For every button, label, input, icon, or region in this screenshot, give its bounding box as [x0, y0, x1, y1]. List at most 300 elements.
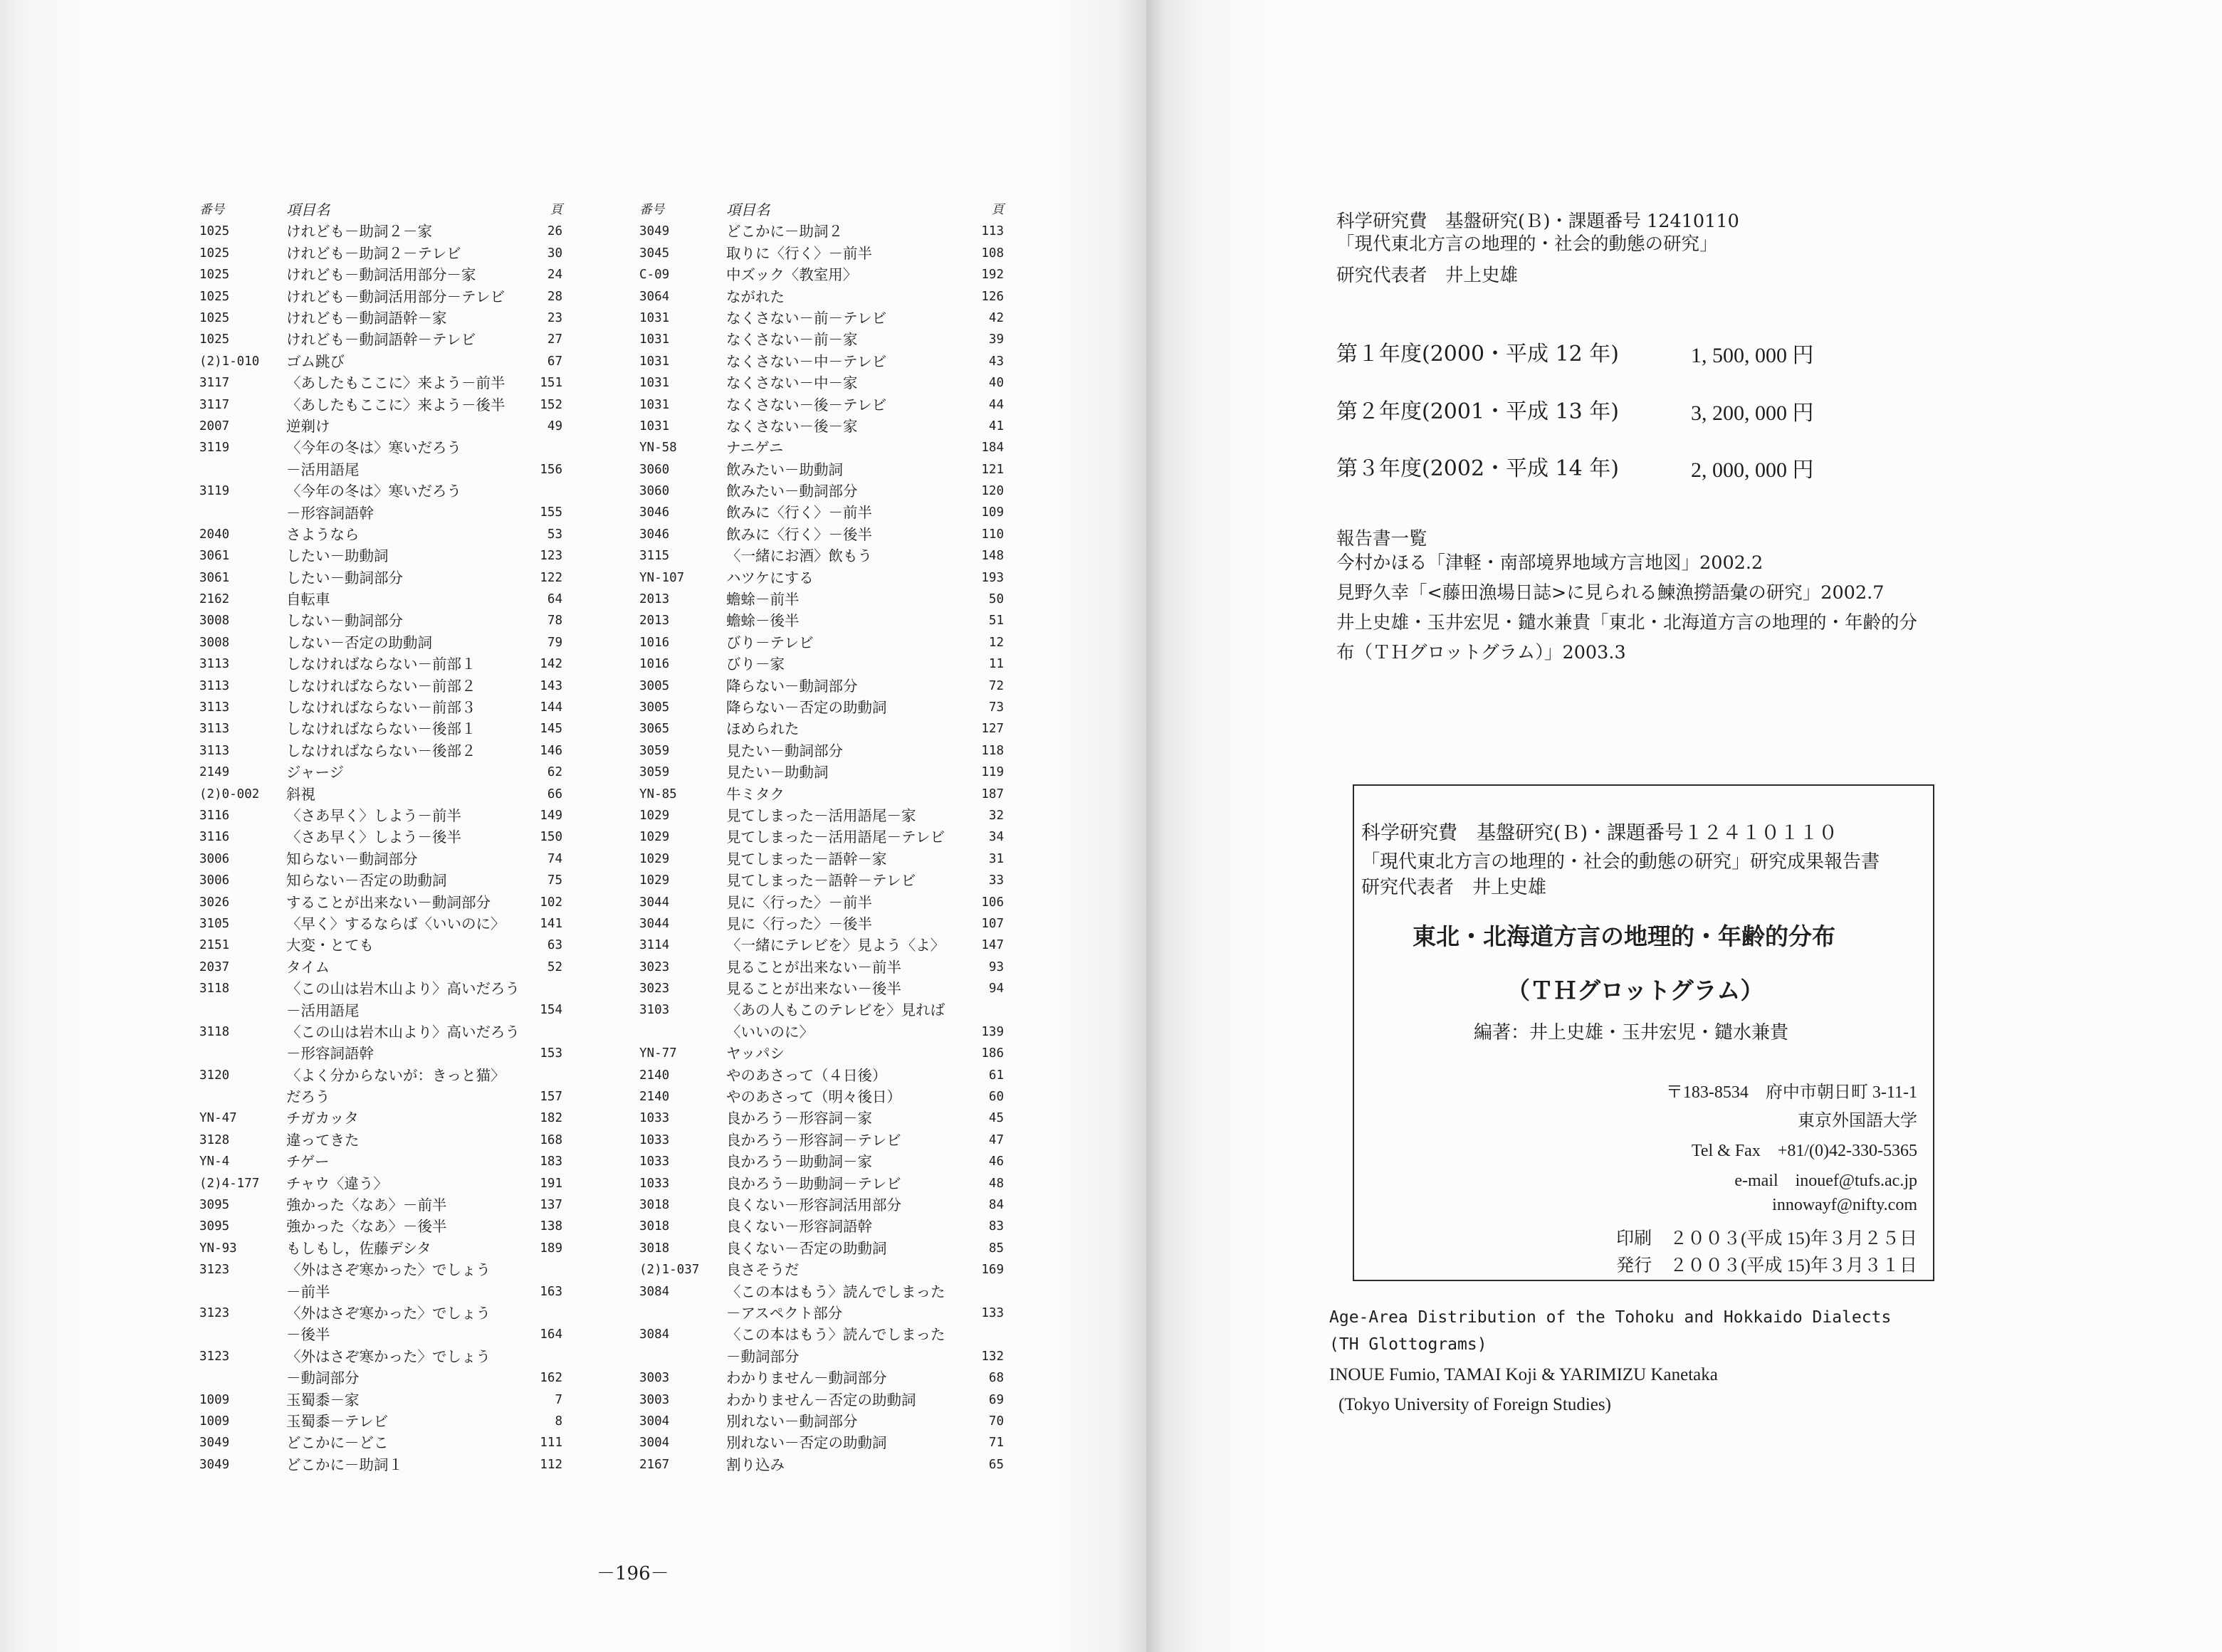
item-name-line: 降らない－動詞部分 — [726, 677, 858, 695]
colophon-editors: 編著：井上史雄・玉井宏児・鑓水兼貴 — [1474, 1022, 1789, 1043]
index-row — [199, 1108, 562, 1129]
item-name-line: 玉蜀黍－家 — [286, 1391, 360, 1409]
item-name — [286, 1411, 388, 1432]
item-number: 3084 — [639, 1284, 670, 1299]
item-number: 1031 — [639, 310, 670, 325]
index-row — [199, 740, 562, 762]
item-page: 153 — [540, 1046, 562, 1061]
english-affiliation: (Tokyo University of Foreign Studies) — [1338, 1395, 1611, 1414]
item-name — [726, 524, 872, 545]
item-name — [726, 999, 945, 1043]
item-name-line: びり－家 — [726, 656, 785, 673]
item-number: 3018 — [639, 1197, 670, 1212]
item-name-line: けれども－助詞２－テレビ — [286, 244, 461, 262]
item-name-line: 〈この本はもう〉読んでしまった — [726, 1283, 945, 1300]
item-number: 3059 — [639, 743, 670, 758]
item-name-line: 飲みに〈行く〉－後半 — [726, 525, 872, 543]
item-number: 3049 — [639, 224, 670, 239]
index-row — [639, 1281, 1004, 1325]
item-name-line: したい－助動詞 — [286, 547, 389, 565]
item-name — [726, 1367, 887, 1389]
item-name — [286, 805, 461, 826]
item-number: 2013 — [639, 592, 670, 607]
item-number: 3115 — [639, 549, 670, 564]
item-page: 108 — [981, 246, 1004, 261]
item-name-line: なくさない－中－家 — [726, 374, 858, 392]
item-number: 3105 — [199, 916, 230, 931]
item-page: 41 — [988, 419, 1004, 433]
item-name — [286, 1065, 505, 1108]
index-column-1 — [199, 199, 562, 1475]
index-row — [639, 935, 1004, 956]
year-1-amount: 1, 500, 000 円 — [1691, 344, 1814, 367]
item-name-line: 〈外はさぞ寒かった〉でしょう — [286, 1347, 491, 1365]
item-number: 3118 — [199, 982, 230, 996]
item-page: 83 — [988, 1219, 1004, 1234]
item-number: 3046 — [639, 505, 670, 520]
index-row — [199, 545, 562, 567]
item-page: 45 — [988, 1111, 1004, 1126]
item-name-line: しなければならない－前部２ — [286, 677, 476, 695]
item-page: 186 — [981, 1046, 1004, 1061]
item-page: 164 — [540, 1327, 562, 1342]
item-name — [726, 394, 886, 416]
item-number: 3008 — [199, 614, 230, 628]
item-name-line: タイム — [286, 958, 330, 976]
item-page: 72 — [988, 678, 1004, 693]
item-number: 2162 — [199, 592, 230, 607]
item-page: 78 — [547, 614, 562, 628]
item-name — [286, 653, 476, 675]
item-page: 66 — [547, 786, 562, 801]
english-authors: INOUE Fumio, TAMAI Koji & YARIMIZU Kanetaka — [1329, 1365, 1718, 1384]
item-number: 3003 — [639, 1371, 670, 1386]
item-name — [286, 243, 461, 264]
item-page: 34 — [988, 830, 1004, 845]
item-name — [286, 610, 403, 631]
item-number: 1031 — [639, 332, 670, 347]
item-number: 2040 — [199, 527, 230, 542]
item-name-line: 蟾蜍－前半 — [726, 591, 800, 609]
item-page: 138 — [540, 1219, 562, 1234]
item-number: 3060 — [639, 462, 670, 477]
item-page: 102 — [540, 895, 562, 910]
index-row — [199, 1454, 562, 1475]
item-page: 113 — [981, 224, 1004, 239]
item-name — [726, 1411, 858, 1432]
item-page: 112 — [540, 1457, 562, 1472]
index-row — [199, 1411, 562, 1432]
index-row — [639, 805, 1004, 826]
index-row — [639, 718, 1004, 740]
item-number: 3006 — [199, 851, 230, 866]
item-name-line: 〈さあ早く〉しよう－前半 — [286, 806, 461, 824]
item-page: 148 — [981, 549, 1004, 564]
item-page: 151 — [540, 376, 562, 391]
item-name — [286, 848, 418, 870]
index-row — [639, 351, 1004, 372]
item-page: 126 — [981, 289, 1004, 304]
item-name — [286, 892, 491, 913]
item-number: 3006 — [199, 873, 230, 888]
item-name — [286, 1151, 330, 1172]
item-name — [726, 243, 872, 264]
item-page: 110 — [981, 527, 1004, 542]
item-name — [286, 545, 389, 567]
item-page: 23 — [547, 310, 562, 325]
report-line-4: 布（ＴＨグロットグラム）」2003.3 — [1336, 642, 1626, 663]
index-row — [199, 1065, 562, 1108]
index-row — [639, 545, 1004, 567]
colophon-email-2: innowayf@nifty.com — [1772, 1196, 1917, 1214]
item-number: 3046 — [639, 527, 670, 542]
item-number: 2167 — [639, 1457, 670, 1472]
index-row — [199, 372, 562, 394]
item-name-line: どこかに－助詞１ — [286, 1456, 403, 1473]
item-page: 53 — [547, 527, 562, 542]
item-page: 68 — [988, 1371, 1004, 1386]
item-name — [726, 307, 886, 329]
item-name-line: 強かった〈なあ〉－前半 — [286, 1196, 447, 1214]
item-page: 182 — [540, 1111, 562, 1126]
item-name-line: けれども－動詞語幹－テレビ — [286, 331, 476, 349]
item-page: 47 — [988, 1132, 1004, 1147]
item-page: 32 — [988, 808, 1004, 823]
page-number: －196－ — [597, 1563, 669, 1584]
item-number: 3064 — [639, 289, 670, 304]
index-row — [639, 697, 1004, 718]
index-row — [639, 480, 1004, 502]
item-name-line: －アスペクト部分 — [726, 1304, 843, 1322]
item-page: 12 — [988, 635, 1004, 650]
item-name-line: 牛ミタク — [726, 785, 785, 803]
item-name — [726, 653, 785, 675]
item-name-line: 別れない－動詞部分 — [726, 1412, 858, 1430]
item-page: 118 — [981, 743, 1004, 758]
item-number: YN-93 — [199, 1241, 237, 1256]
item-name — [726, 740, 843, 762]
year-3-amount: 2, 000, 000 円 — [1691, 458, 1814, 482]
item-name — [726, 610, 800, 631]
item-name — [726, 697, 887, 718]
index-row — [639, 1216, 1004, 1237]
item-name — [286, 1303, 491, 1346]
item-number: 3116 — [199, 808, 230, 823]
index-row — [639, 286, 1004, 307]
item-name-line: けれども－助詞２－家 — [286, 223, 432, 241]
item-number: 3103 — [639, 1003, 670, 1018]
item-name — [286, 1130, 360, 1151]
item-name — [726, 1194, 901, 1216]
item-number: 3045 — [639, 246, 670, 261]
item-name-line: ナニゲニ — [726, 439, 784, 457]
index-row — [639, 1389, 1004, 1411]
item-name-line: 良かろう－形容詞－家 — [726, 1110, 872, 1127]
item-page: 61 — [988, 1068, 1004, 1083]
item-name — [726, 567, 814, 589]
index-row — [199, 264, 562, 285]
index-row — [639, 329, 1004, 350]
item-name-line: さようなら — [286, 525, 360, 543]
item-number: 1029 — [639, 851, 670, 866]
item-number: 3113 — [199, 657, 230, 672]
item-name — [726, 372, 858, 394]
header-page: 頁 — [991, 203, 1004, 217]
item-name — [726, 718, 800, 740]
item-page: 60 — [988, 1090, 1004, 1105]
item-name — [726, 1432, 887, 1453]
item-name-line: 見てしまった－活用語尾－家 — [726, 806, 916, 824]
item-number: 1016 — [639, 635, 670, 650]
item-name — [726, 805, 916, 826]
index-row — [199, 610, 562, 631]
item-name-line: 別れない－否定の助動詞 — [726, 1434, 887, 1452]
item-page: 65 — [988, 1457, 1004, 1472]
item-number: 1009 — [199, 1414, 230, 1429]
index-row — [639, 1432, 1004, 1453]
item-name-line: 〈一緒にテレビを〉見よう〈よ〉 — [726, 937, 945, 954]
colophon-title: 東北・北海道方言の地理的・年齢的分布 — [1413, 922, 1835, 950]
item-name — [286, 394, 505, 416]
item-name-line: 〈この山は岩木山より〉高いだろう — [286, 980, 520, 998]
item-number: 1033 — [639, 1132, 670, 1147]
item-page: 157 — [540, 1090, 562, 1105]
item-name-line: ジャージ — [286, 764, 345, 782]
item-name-line: 良くない－形容詞語幹 — [726, 1218, 872, 1236]
item-name-line: 知らない－否定の助動詞 — [286, 872, 447, 890]
index-row — [639, 826, 1004, 848]
item-page: 120 — [981, 484, 1004, 499]
index-row — [639, 1130, 1004, 1151]
item-page: 63 — [547, 938, 562, 953]
item-number: 3049 — [199, 1457, 230, 1472]
item-name — [726, 1216, 872, 1237]
item-number: 2140 — [639, 1068, 670, 1083]
item-name — [286, 1173, 388, 1194]
item-name — [286, 264, 476, 285]
item-page: 143 — [540, 678, 562, 693]
colophon-university: 東京外国語大学 — [1798, 1112, 1917, 1130]
item-name — [286, 1194, 447, 1216]
item-page: 192 — [981, 268, 1004, 283]
item-name — [286, 1259, 491, 1303]
item-number: 3059 — [639, 765, 670, 780]
index-row — [639, 437, 1004, 458]
index-row — [639, 459, 1004, 480]
year-3-label: 第３年度(2002・平成 14 年) — [1336, 456, 1620, 481]
grant-line-3: 研究代表者 井上史雄 — [1336, 265, 1519, 286]
index-row — [199, 632, 562, 653]
item-name — [286, 697, 476, 718]
index-row — [639, 1173, 1004, 1194]
item-name — [726, 264, 857, 285]
index-row — [199, 416, 562, 437]
item-page: 73 — [988, 700, 1004, 715]
index-row — [199, 307, 562, 329]
item-page: 64 — [547, 592, 562, 607]
item-name-line: やのあさって（４日後） — [726, 1066, 887, 1084]
item-name-line: 良かろう－形容詞－テレビ — [726, 1131, 901, 1149]
item-number: 2037 — [199, 959, 230, 974]
item-number: 1029 — [639, 808, 670, 823]
colophon-address: 〒183-8534 府中市朝日町 3-11-1 — [1665, 1083, 1917, 1102]
item-number: 3018 — [639, 1241, 670, 1256]
item-page: 169 — [981, 1263, 1004, 1278]
index-row — [639, 892, 1004, 913]
index-row — [639, 784, 1004, 805]
item-page: 39 — [988, 332, 1004, 347]
item-number: 3044 — [639, 895, 670, 910]
item-page: 50 — [988, 592, 1004, 607]
report-line-2: 見野久幸「<藤田漁場日誌>に見られる鰊漁撈語彙の研究」2002.7 — [1336, 582, 1885, 604]
item-name — [286, 372, 505, 394]
item-name-line: 良さそうだ — [726, 1261, 800, 1279]
item-name — [286, 1454, 403, 1475]
index-row — [199, 1151, 562, 1172]
item-name-line: 見てしまった－語幹－家 — [726, 850, 887, 868]
index-row — [199, 243, 562, 264]
item-name — [726, 1130, 901, 1151]
item-page: 30 — [547, 246, 562, 261]
index-row — [199, 286, 562, 307]
item-name-line: 大変・とても — [286, 937, 374, 954]
item-page: 51 — [988, 614, 1004, 628]
header-number: 番号 — [639, 203, 664, 217]
item-page: 155 — [540, 505, 562, 520]
grant-line-1: 科学研究費 基盤研究(Ｂ)・課題番号 12410110 — [1336, 211, 1739, 232]
item-name — [726, 286, 785, 307]
item-page: 183 — [540, 1154, 562, 1169]
item-number: 3123 — [199, 1306, 230, 1321]
item-name — [286, 1021, 520, 1065]
english-title-line-2: (TH Glottograms) — [1329, 1335, 1487, 1354]
item-name-line: 見てしまった－活用語尾－テレビ — [726, 828, 945, 846]
item-number: 3118 — [199, 1024, 230, 1039]
item-name — [726, 437, 783, 458]
item-number: YN-47 — [199, 1111, 237, 1126]
item-page: 44 — [988, 397, 1004, 412]
item-page: 122 — [540, 570, 562, 585]
report-line-1: 今村かほる「津軽・南部境界地域方言地図」2002.2 — [1336, 552, 1764, 574]
item-page: 147 — [981, 938, 1004, 953]
item-name — [726, 1108, 872, 1129]
index-row — [199, 329, 562, 350]
item-page: 94 — [988, 982, 1004, 996]
item-name — [726, 870, 916, 891]
item-name-line: －動詞部分 — [286, 1369, 360, 1387]
item-page: 123 — [540, 549, 562, 564]
item-name-line: なくさない－前－家 — [726, 331, 858, 349]
item-page: 149 — [540, 808, 562, 823]
item-page: 71 — [988, 1436, 1004, 1451]
index-row — [199, 351, 562, 372]
item-number: 3113 — [199, 722, 230, 737]
item-name-line: びり－テレビ — [726, 633, 814, 651]
item-name — [286, 286, 505, 307]
index-row — [639, 957, 1004, 978]
item-name — [726, 1259, 800, 1280]
index-row — [199, 870, 562, 891]
item-name-line: 〈早く〉するならば〈いいのに〉 — [286, 915, 505, 932]
item-name-line: なくさない－後－家 — [726, 417, 858, 435]
item-number: (2)4-177 — [199, 1176, 260, 1191]
item-name-line: －後半 — [286, 1326, 330, 1344]
item-page: 121 — [981, 462, 1004, 477]
item-page: 168 — [540, 1132, 562, 1147]
item-page: 193 — [981, 570, 1004, 585]
item-name — [726, 1043, 785, 1064]
item-number: 2140 — [639, 1090, 670, 1105]
item-name — [726, 913, 872, 935]
item-name — [726, 826, 945, 848]
item-number: 3113 — [199, 743, 230, 758]
item-page: 49 — [547, 419, 562, 433]
item-number: (2)1-037 — [639, 1263, 700, 1278]
item-name — [286, 1238, 431, 1259]
index-row — [639, 221, 1004, 242]
item-page: 43 — [988, 354, 1004, 369]
index-column-2 — [639, 199, 1004, 1475]
item-name — [286, 826, 461, 848]
item-name-line: チャウ〈違う〉 — [286, 1174, 388, 1192]
item-number: 3008 — [199, 635, 230, 650]
item-name — [286, 675, 476, 697]
item-number: (2)0-002 — [199, 786, 260, 801]
item-name-line: －形容詞語幹 — [286, 1045, 374, 1063]
item-name — [726, 675, 858, 697]
item-number: 3023 — [639, 982, 670, 996]
item-name — [726, 589, 800, 610]
item-page: 74 — [547, 851, 562, 866]
index-row — [199, 805, 562, 826]
item-page: 137 — [540, 1198, 562, 1213]
index-row — [199, 1259, 562, 1303]
item-page: 163 — [540, 1284, 562, 1299]
item-name-line: －形容詞語幹 — [286, 504, 374, 522]
index-row — [199, 1130, 562, 1151]
item-page: 144 — [540, 700, 562, 715]
index-row — [639, 243, 1004, 264]
item-name — [286, 935, 374, 956]
index-row — [639, 1151, 1004, 1172]
item-number: 3095 — [199, 1219, 230, 1234]
item-name-line: しない－動詞部分 — [286, 612, 403, 630]
item-page: 127 — [981, 722, 1004, 737]
item-name — [286, 1432, 389, 1453]
index-row — [199, 1346, 562, 1389]
item-name — [286, 1216, 447, 1237]
index-row — [639, 675, 1004, 697]
colophon-line-1: 科学研究費 基盤研究(Ｂ)・課題番号１２４１０１１０ — [1361, 822, 1838, 844]
index-row — [639, 762, 1004, 783]
index-row — [639, 1238, 1004, 1259]
item-number: 3113 — [199, 700, 230, 715]
item-page: 70 — [988, 1414, 1004, 1429]
item-name-line: だろう — [286, 1088, 330, 1106]
item-number: 3003 — [639, 1392, 670, 1407]
item-name-line: 斜視 — [286, 785, 315, 803]
header-page: 頁 — [550, 203, 562, 217]
item-name-line: わかりません－否定の助動詞 — [726, 1391, 916, 1409]
item-page: 154 — [540, 1003, 562, 1018]
colophon-email-1: e-mail inouef@tufs.ac.jp — [1734, 1172, 1917, 1190]
item-name-line: 〈今年の冬は〉寒いだろう — [286, 483, 461, 500]
index-row — [639, 1324, 1004, 1367]
index-row — [639, 632, 1004, 653]
item-number: 1033 — [639, 1154, 670, 1169]
item-name-line: 良くない－否定の助動詞 — [726, 1239, 887, 1257]
item-name — [726, 762, 829, 783]
